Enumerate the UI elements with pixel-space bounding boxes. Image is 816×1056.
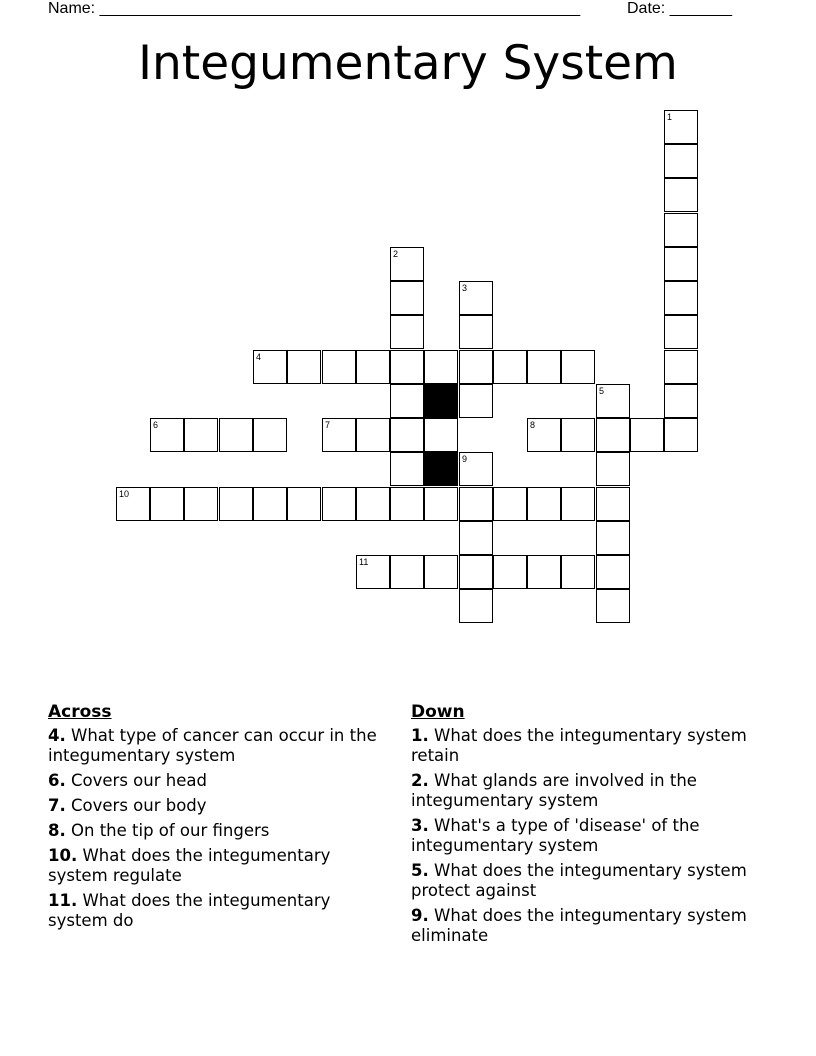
across-heading: Across bbox=[48, 702, 112, 722]
clue-item-number: 1. bbox=[411, 726, 429, 745]
across-clues bbox=[48, 701, 388, 936]
clue-item bbox=[411, 771, 751, 811]
crossword-cell[interactable] bbox=[253, 487, 287, 521]
crossword-cell[interactable] bbox=[664, 247, 698, 281]
clue-item-number: 5. bbox=[411, 861, 429, 880]
clue-item bbox=[411, 861, 751, 901]
clue-item-number: 2. bbox=[411, 771, 429, 790]
crossword-cell[interactable] bbox=[390, 452, 424, 486]
clue-number: 10 bbox=[119, 489, 130, 499]
down-clues bbox=[411, 701, 751, 951]
crossword-cell[interactable] bbox=[459, 452, 493, 486]
crossword-cell[interactable] bbox=[596, 384, 630, 418]
crossword-cell[interactable] bbox=[630, 418, 664, 452]
crossword-cell[interactable] bbox=[527, 487, 561, 521]
crossword-cell[interactable] bbox=[253, 418, 287, 452]
crossword-cell[interactable] bbox=[390, 384, 424, 418]
crossword-cell[interactable] bbox=[664, 384, 698, 418]
crossword-cell[interactable] bbox=[596, 555, 630, 589]
crossword-cell[interactable] bbox=[390, 281, 424, 315]
crossword-cell[interactable] bbox=[356, 418, 390, 452]
crossword-cell[interactable] bbox=[150, 487, 184, 521]
crossword-cell[interactable] bbox=[596, 418, 630, 452]
crossword-cell[interactable] bbox=[459, 350, 493, 384]
crossword-cell[interactable] bbox=[664, 315, 698, 349]
clue-number: 7 bbox=[325, 420, 331, 430]
crossword-cell[interactable] bbox=[390, 315, 424, 349]
clue-item-number: 6. bbox=[48, 771, 66, 790]
clue-item-number: 3. bbox=[411, 816, 429, 835]
crossword-cell[interactable] bbox=[664, 418, 698, 452]
crossword-cell[interactable] bbox=[664, 281, 698, 315]
clue-item bbox=[48, 726, 388, 766]
clue-item-number: 10. bbox=[48, 846, 78, 865]
clue-number: 9 bbox=[462, 454, 468, 464]
crossword-cell[interactable] bbox=[424, 487, 458, 521]
crossword-cell[interactable] bbox=[596, 589, 630, 623]
clue-item bbox=[48, 846, 388, 886]
clue-item bbox=[411, 816, 751, 856]
crossword-cell[interactable] bbox=[664, 350, 698, 384]
crossword-cell[interactable] bbox=[287, 350, 321, 384]
clue-number: 4 bbox=[256, 352, 262, 362]
crossword-cell[interactable] bbox=[459, 555, 493, 589]
crossword-cell[interactable] bbox=[390, 350, 424, 384]
crossword-cell[interactable] bbox=[390, 487, 424, 521]
crossword-cell[interactable] bbox=[287, 487, 321, 521]
clue-item-text: What does the integumentary system regulate bbox=[48, 846, 331, 885]
crossword-cell[interactable] bbox=[459, 384, 493, 418]
crossword-cell[interactable] bbox=[390, 555, 424, 589]
clue-item-text: What does the integumentary system eliminate bbox=[411, 906, 747, 945]
crossword-cell[interactable] bbox=[116, 487, 150, 521]
crossword-cell[interactable] bbox=[561, 555, 595, 589]
crossword-cell[interactable] bbox=[596, 487, 630, 521]
crossword-cell[interactable] bbox=[424, 555, 458, 589]
clue-item bbox=[48, 821, 388, 841]
crossword-cell[interactable] bbox=[322, 487, 356, 521]
crossword-cell[interactable] bbox=[322, 418, 356, 452]
clue-item-text: What does the integumentary system do bbox=[48, 891, 331, 930]
crossword-cell[interactable] bbox=[527, 555, 561, 589]
down-clue-list bbox=[411, 726, 751, 946]
crossword-cell[interactable] bbox=[219, 418, 253, 452]
clue-item bbox=[48, 796, 388, 816]
crossword-cell[interactable] bbox=[527, 418, 561, 452]
clue-item-number: 11. bbox=[48, 891, 78, 910]
crossword-cell[interactable] bbox=[459, 315, 493, 349]
blocked-cell bbox=[424, 384, 458, 418]
crossword-cell[interactable] bbox=[561, 418, 595, 452]
clue-item-text: What type of cancer can occur in the integumentary system bbox=[48, 726, 377, 765]
clue-item-text: What glands are involved in the integumentary system bbox=[411, 771, 697, 810]
crossword-cell[interactable] bbox=[459, 281, 493, 315]
clue-number: 3 bbox=[462, 283, 468, 293]
clue-item-text: What's a type of 'disease' of the integumentary system bbox=[411, 816, 700, 855]
crossword-cell[interactable] bbox=[664, 213, 698, 247]
crossword-cell[interactable] bbox=[356, 487, 390, 521]
clue-number: 11 bbox=[359, 557, 369, 567]
clue-item-text: Covers our body bbox=[71, 796, 207, 815]
crossword-cell[interactable] bbox=[527, 350, 561, 384]
crossword-cell[interactable] bbox=[664, 178, 698, 212]
crossword-cell[interactable] bbox=[322, 350, 356, 384]
crossword-cell[interactable] bbox=[356, 555, 390, 589]
crossword-cell[interactable] bbox=[390, 247, 424, 281]
clue-item bbox=[48, 771, 388, 791]
crossword-cell[interactable] bbox=[184, 418, 218, 452]
crossword-cell[interactable] bbox=[219, 487, 253, 521]
across-clue-list bbox=[48, 726, 388, 931]
clue-item bbox=[411, 906, 751, 946]
clue-number: 1 bbox=[667, 112, 673, 122]
crossword-cell[interactable] bbox=[390, 418, 424, 452]
clue-item-text: What does the integumentary system retain bbox=[411, 726, 747, 765]
crossword-cell[interactable] bbox=[184, 487, 218, 521]
name-field-label: Name: ______________________________________________________ bbox=[48, 0, 581, 17]
clue-item-text: What does the integumentary system protect against bbox=[411, 861, 747, 900]
clue-number: 5 bbox=[599, 386, 605, 396]
clue-number: 2 bbox=[393, 249, 399, 259]
clue-item-number: 4. bbox=[48, 726, 66, 745]
crossword-cell[interactable] bbox=[459, 521, 493, 555]
crossword-cell[interactable] bbox=[664, 110, 698, 144]
crossword-cell[interactable] bbox=[459, 487, 493, 521]
clue-item-text: Covers our head bbox=[71, 771, 207, 790]
crossword-cell[interactable] bbox=[596, 521, 630, 555]
crossword-cell[interactable] bbox=[561, 487, 595, 521]
crossword-cell[interactable] bbox=[561, 350, 595, 384]
crossword-cell[interactable] bbox=[664, 144, 698, 178]
clue-item-number: 9. bbox=[411, 906, 429, 925]
clue-number: 6 bbox=[153, 420, 159, 430]
crossword-cell[interactable] bbox=[596, 452, 630, 486]
crossword-cell[interactable] bbox=[424, 418, 458, 452]
crossword-cell[interactable] bbox=[424, 350, 458, 384]
date-field-label: Date: _______ bbox=[627, 0, 732, 17]
crossword-cell[interactable] bbox=[253, 350, 287, 384]
clue-number: 8 bbox=[530, 420, 536, 430]
crossword-cell[interactable] bbox=[356, 350, 390, 384]
down-heading: Down bbox=[411, 702, 465, 722]
crossword-cell[interactable] bbox=[493, 487, 527, 521]
clue-item-number: 7. bbox=[48, 796, 66, 815]
crossword-cell[interactable] bbox=[150, 418, 184, 452]
page-title: Integumentary System bbox=[138, 36, 678, 91]
crossword-cell[interactable] bbox=[459, 589, 493, 623]
clue-item bbox=[411, 726, 751, 766]
clue-item-text: On the tip of our fingers bbox=[71, 821, 270, 840]
blocked-cell bbox=[424, 452, 458, 486]
clue-item bbox=[48, 891, 388, 931]
crossword-cell[interactable] bbox=[493, 350, 527, 384]
crossword-cell[interactable] bbox=[493, 555, 527, 589]
clue-item-number: 8. bbox=[48, 821, 66, 840]
